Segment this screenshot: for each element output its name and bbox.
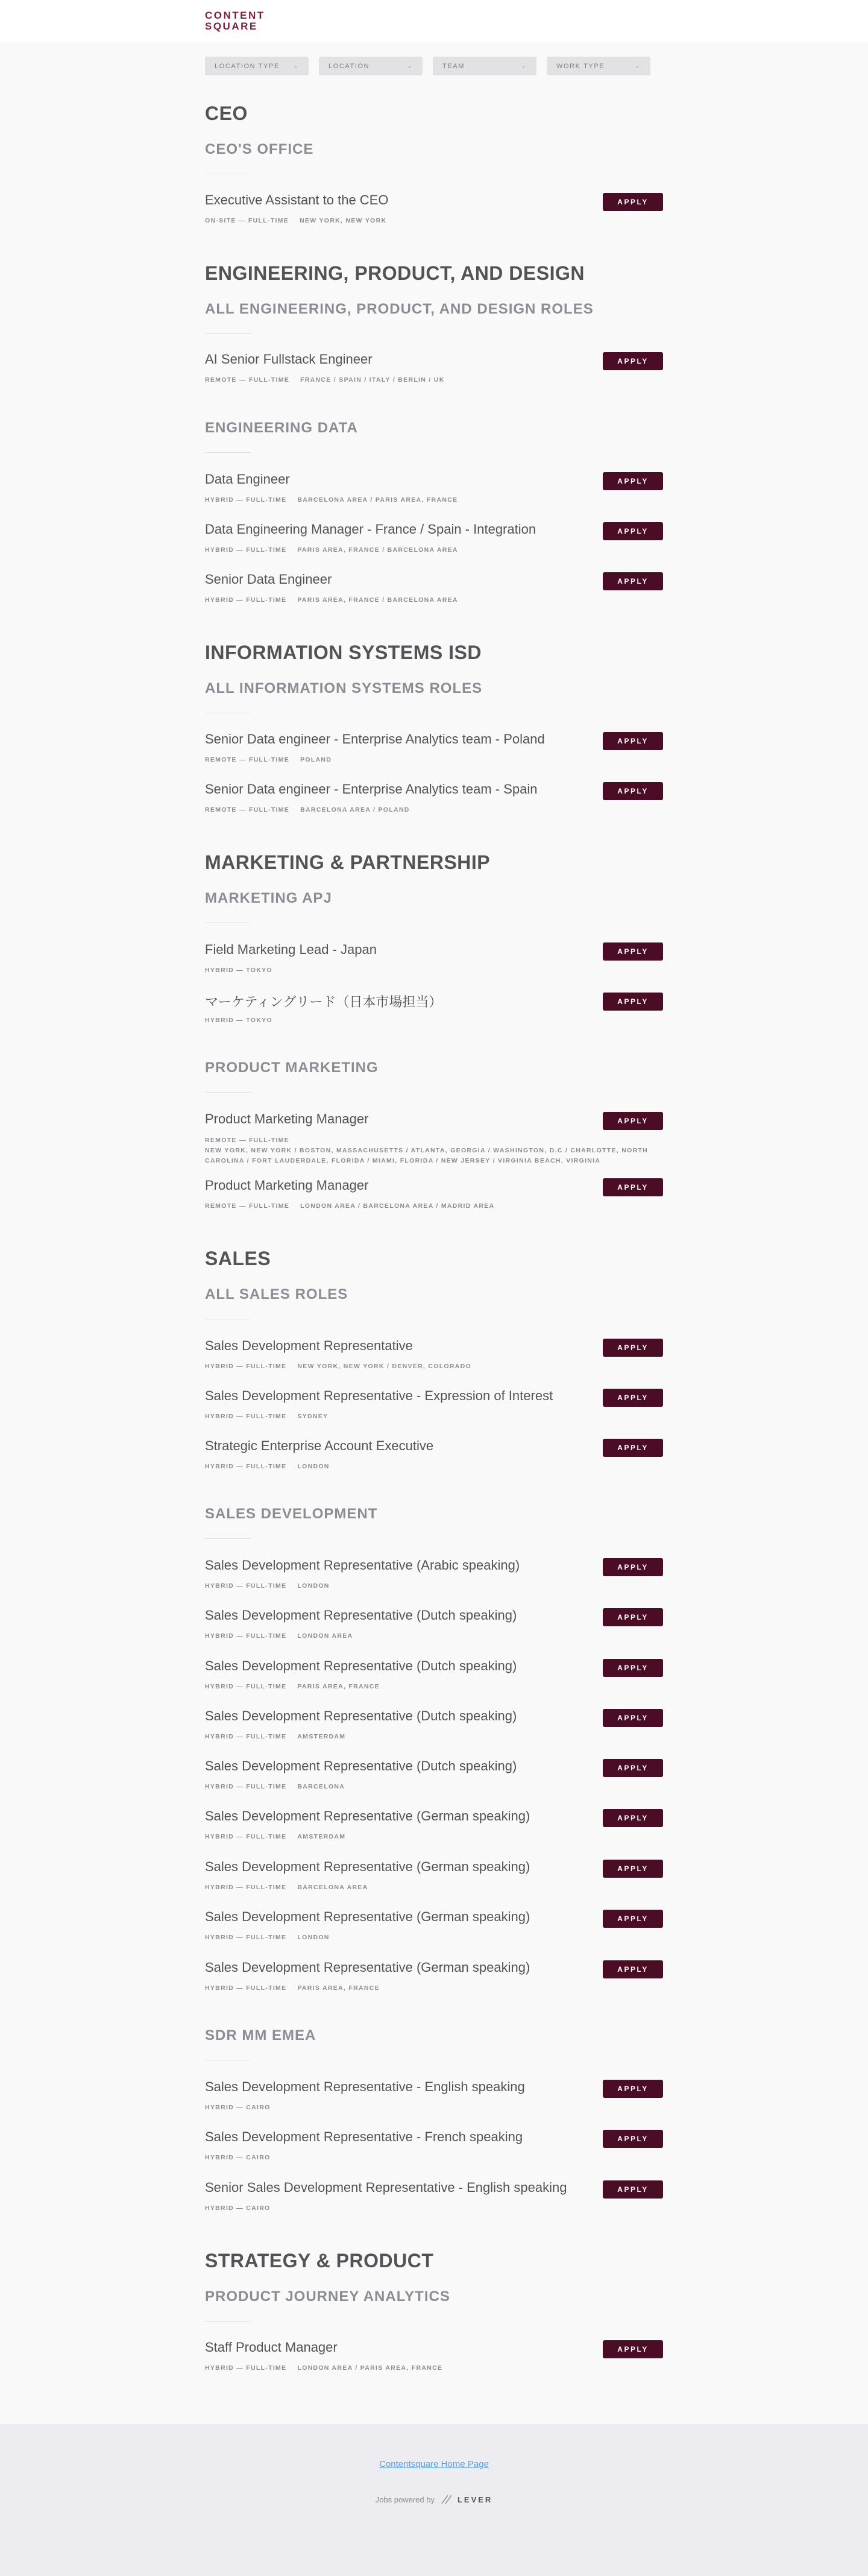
job-meta: HYBRID — FULL-TIME PARIS AREA, FRANCE (205, 1683, 380, 1690)
job-title[interactable]: Senior Data Engineer (205, 572, 332, 587)
job-title[interactable]: Senior Sales Development Representative - English speaking (205, 2180, 567, 2195)
chevron-down-icon: ⌄ (521, 63, 527, 69)
job-title[interactable]: Sales Development Representative (German speaking) (205, 1859, 530, 1874)
job-title[interactable]: AI Senior Fullstack Engineer (205, 352, 373, 367)
postings-content (0, 42, 868, 2504)
job-meta: HYBRID — CAIRO (205, 2154, 271, 2161)
job-title[interactable]: Senior Data engineer - Enterprise Analytics team - Spain (205, 781, 538, 797)
job-title[interactable]: Executive Assistant to the CEO (205, 192, 389, 207)
team-heading: SALES (205, 1248, 271, 1269)
apply-button[interactable]: APPLY (603, 1659, 663, 1677)
job-title[interactable]: Sales Development Representative (Dutch speaking) (205, 1708, 517, 1723)
job-title[interactable]: Sales Development Representative (German speaking) (205, 1960, 530, 1975)
apply-button[interactable]: APPLY (603, 732, 663, 750)
job-meta: HYBRID — FULL-TIME SYDNEY (205, 1413, 329, 1420)
company-home-link[interactable]: Contentsquare Home Page (379, 2459, 489, 2469)
job-meta: HYBRID — FULL-TIME BARCELONA AREA / PARIS AREA, FRANCE (205, 496, 458, 504)
job-meta: HYBRID — FULL-TIME AMSTERDAM (205, 1833, 346, 1840)
job-title[interactable]: Sales Development Representative (Dutch speaking) (205, 1608, 517, 1623)
department-heading: ALL INFORMATION SYSTEMS ROLES (205, 680, 483, 696)
job-meta: HYBRID — FULL-TIME PARIS AREA, FRANCE / BARCELONA AREA (205, 546, 458, 554)
department-heading: PRODUCT MARKETING (205, 1059, 379, 1076)
job-title[interactable]: Sales Development Representative - English speaking (205, 2079, 525, 2094)
powered-by (0, 2494, 868, 2505)
apply-button[interactable]: APPLY (603, 1608, 663, 1626)
job-title[interactable]: Data Engineer (205, 472, 290, 487)
team-heading: STRATEGY & PRODUCT (205, 2250, 434, 2271)
divider (205, 2321, 251, 2322)
job-meta: REMOTE — FULL-TIME POLAND (205, 756, 332, 763)
job-title[interactable]: マーケティングリード（日本市場担当） (205, 994, 442, 1009)
job-meta: HYBRID — FULL-TIME PARIS AREA, FRANCE (205, 1984, 380, 1992)
job-meta: REMOTE — FULL-TIME LONDON AREA / BARCELONA AREA / MADRID AREA (205, 1202, 495, 1210)
team-heading: ENGINEERING, PRODUCT, AND DESIGN (205, 262, 585, 284)
divider (205, 1538, 251, 1539)
job-meta: HYBRID — FULL-TIME LONDON (205, 1463, 330, 1470)
job-title[interactable]: Product Marketing Manager (205, 1178, 369, 1193)
apply-button[interactable]: APPLY (603, 193, 663, 211)
footer (0, 2424, 868, 2576)
apply-button[interactable]: APPLY (603, 993, 663, 1011)
apply-button[interactable]: APPLY (603, 1709, 663, 1727)
filter-team[interactable]: TEAM ⌄ (433, 57, 536, 75)
apply-button[interactable]: APPLY (603, 942, 663, 961)
job-title[interactable]: Product Marketing Manager (205, 1111, 369, 1126)
department-heading: ALL ENGINEERING, PRODUCT, AND DESIGN ROLES (205, 301, 594, 317)
job-meta: HYBRID — CAIRO (205, 2104, 271, 2111)
job-title[interactable]: Sales Development Representative (Dutch speaking) (205, 1658, 517, 1673)
apply-button[interactable]: APPLY (603, 2130, 663, 2148)
filter-location-type[interactable]: LOCATION TYPE ⌄ (205, 57, 309, 75)
apply-button[interactable]: APPLY (603, 1178, 663, 1196)
top-bar (0, 0, 868, 42)
apply-button[interactable]: APPLY (603, 2340, 663, 2358)
filter-bar (205, 57, 661, 75)
contentsquare-logo[interactable]: CONTENT SQUARE (205, 10, 265, 32)
filter-work-type[interactable]: WORK TYPE ⌄ (547, 57, 650, 75)
job-title[interactable]: Field Marketing Lead - Japan (205, 942, 377, 957)
lever-logo[interactable]: LEVER (441, 2494, 492, 2505)
job-title[interactable]: Data Engineering Manager - France / Spain - Integration (205, 522, 536, 537)
apply-button[interactable]: APPLY (603, 1558, 663, 1576)
team-heading: CEO (205, 103, 248, 124)
apply-button[interactable]: APPLY (603, 472, 663, 490)
apply-button[interactable]: APPLY (603, 1960, 663, 1978)
job-meta: ON-SITE — FULL-TIME NEW YORK, NEW YORK (205, 217, 387, 224)
apply-button[interactable]: APPLY (603, 1759, 663, 1777)
job-meta: HYBRID — TOKYO (205, 1017, 272, 1024)
apply-button[interactable]: APPLY (603, 1439, 663, 1457)
job-meta: HYBRID — FULL-TIME BARCELONA (205, 1783, 345, 1790)
team-heading: INFORMATION SYSTEMS ISD (205, 642, 482, 663)
job-meta: HYBRID — FULL-TIME AMSTERDAM (205, 1733, 346, 1740)
job-meta: HYBRID — TOKYO (205, 967, 272, 974)
job-meta: HYBRID — FULL-TIME LONDON (205, 1934, 330, 1941)
department-heading: SDR MM EMEA (205, 2027, 316, 2044)
job-meta: HYBRID — FULL-TIME LONDON AREA / PARIS AREA, FRANCE (205, 2364, 443, 2372)
job-title[interactable]: Sales Development Representative - Expression of Interest (205, 1388, 553, 1403)
divider (205, 1092, 251, 1093)
job-title[interactable]: Sales Development Representative (Arabic speaking) (205, 1558, 520, 1573)
job-title[interactable]: Sales Development Representative (German speaking) (205, 1808, 530, 1823)
chevron-down-icon: ⌄ (635, 63, 641, 69)
powered-by-text: Jobs powered by (375, 2495, 435, 2504)
job-title[interactable]: Strategic Enterprise Account Executive (205, 1438, 434, 1453)
job-meta: HYBRID — FULL-TIME BARCELONA AREA (205, 1884, 368, 1891)
job-meta: REMOTE — FULL-TIME BARCELONA AREA / POLAND (205, 806, 410, 813)
apply-button[interactable]: APPLY (603, 1910, 663, 1928)
divider (205, 333, 251, 334)
department-heading: SALES DEVELOPMENT (205, 1506, 378, 1522)
department-heading: PRODUCT JOURNEY ANALYTICS (205, 2288, 450, 2305)
job-meta: REMOTE — FULL-TIME NEW YORK, NEW YORK / BOSTON, MASSACHUSETTS / ATLANTA, GEORGIA / WASHINGTON, D.C / CHARLOTTE, NORTH CAROLINA / FORT LAUDERDALE, FLORIDA / MIAMI, FLORIDA / NEW JERSEY / VIRGINIA BEACH, VIRGINIA (205, 1137, 649, 1164)
job-meta: HYBRID — FULL-TIME NEW YORK, NEW YORK / DENVER, COLORADO (205, 1363, 472, 1370)
job-meta: HYBRID — FULL-TIME LONDON (205, 1582, 330, 1589)
job-title[interactable]: Sales Development Representative (German speaking) (205, 1909, 530, 1924)
divider (205, 452, 251, 453)
department-heading: CEO'S OFFICE (205, 141, 314, 157)
apply-button[interactable]: APPLY (603, 522, 663, 540)
department-heading: MARKETING APJ (205, 890, 332, 906)
department-heading: ENGINEERING DATA (205, 420, 358, 436)
lever-slash-icon (441, 2494, 454, 2505)
job-meta: REMOTE — FULL-TIME FRANCE / SPAIN / ITALY / BERLIN / UK (205, 376, 445, 384)
chevron-down-icon: ⌄ (407, 63, 413, 69)
apply-button[interactable]: APPLY (603, 572, 663, 590)
job-title[interactable]: Staff Product Manager (205, 2340, 338, 2355)
chevron-down-icon: ⌄ (293, 63, 299, 69)
apply-button[interactable]: APPLY (603, 352, 663, 370)
apply-button[interactable]: APPLY (603, 2080, 663, 2098)
apply-button[interactable]: APPLY (603, 1389, 663, 1407)
filter-location[interactable]: LOCATION ⌄ (319, 57, 423, 75)
apply-button[interactable]: APPLY (603, 1860, 663, 1878)
apply-button[interactable]: APPLY (603, 782, 663, 800)
job-meta: HYBRID — CAIRO (205, 2205, 271, 2212)
job-title[interactable]: Sales Development Representative - French speaking (205, 2129, 523, 2144)
apply-button[interactable]: APPLY (603, 1339, 663, 1357)
job-title[interactable]: Senior Data engineer - Enterprise Analytics team - Poland (205, 731, 545, 747)
job-title[interactable]: Sales Development Representative (205, 1338, 413, 1353)
apply-button[interactable]: APPLY (603, 1809, 663, 1827)
apply-button[interactable]: APPLY (603, 1112, 663, 1130)
job-meta: HYBRID — FULL-TIME PARIS AREA, FRANCE / BARCELONA AREA (205, 596, 458, 604)
department-heading: ALL SALES ROLES (205, 1286, 348, 1302)
team-heading: MARKETING & PARTNERSHIP (205, 851, 491, 873)
apply-button[interactable]: APPLY (603, 2180, 663, 2199)
job-meta: HYBRID — FULL-TIME LONDON AREA (205, 1632, 353, 1640)
job-title[interactable]: Sales Development Representative (Dutch speaking) (205, 1758, 517, 1773)
